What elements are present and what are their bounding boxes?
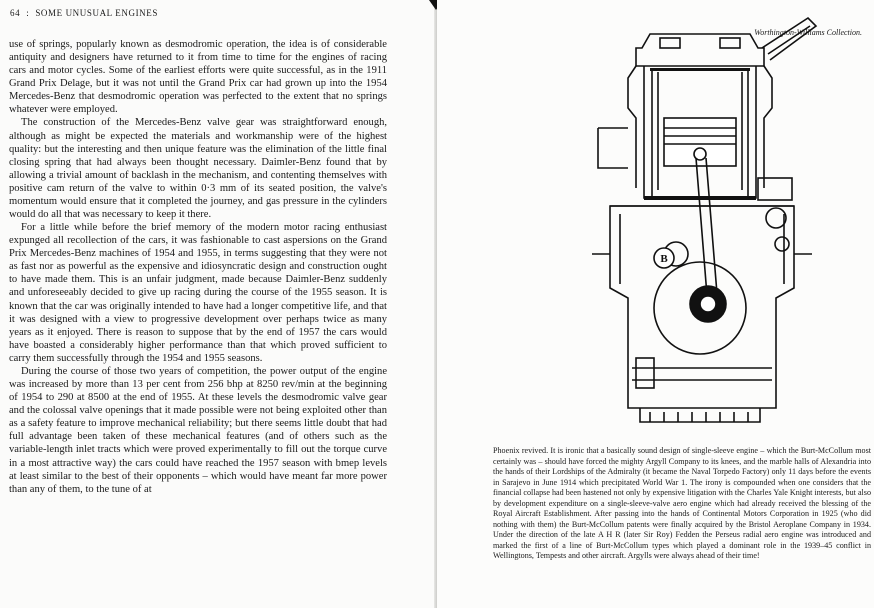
page-number: 64	[10, 8, 21, 18]
paragraph: use of springs, popularly known as desmodromic operation, the idea is of considerable antiquity and designers have returned to it from time to time for the engines of racing cars and motor cycles. Some of the earliest efforts were quite successful, as in the 1911 Grand Prix Delage, but it was not until the Grand Prix car had grown up into the 1954 Mercedes-Benz that desmodromic operation was perfected to the extent that no springs whatever were employed.	[9, 39, 387, 116]
engine-cutaway-illustration	[580, 8, 820, 433]
header-separator: :	[26, 8, 30, 18]
paragraph: For a little while before the brief memory of the modern motor racing enthusiast expunged all recollection of the cars, it was fashionable to cast aspersions on the Grand Prix Mercedes-Benz machines of 1954 and 1955, in terms suggesting that they were not as fast nor as powerful as the expensive and idiosyncratic design and construction ought to have made them. This is an unfair judgment, made because Daimler-Benz suddenly and unforeseeably decided to give up racing during the course of the 1955 season. It is known that the car was originally intended to have had a longer competitive life, and that it was designed with a view to progressive development over perhaps twice as many years as it enjoyed. There is reason to suppose that by the end of 1957 the cars would have boasted a considerably higher performance than that which proved sufficient to carry them successfully through the 1954 and 1955 seasons.	[9, 222, 387, 364]
running-header	[10, 8, 158, 18]
right-page	[437, 0, 874, 608]
paragraph: The construction of the Mercedes-Benz valve gear was straightforward enough, although as might be expected the materials and workmanship were of the highest quality: but the interesting and then unique feature was the elimination of the little final closing spring that had always been thought necessary. Daimler-Benz found that by allowing a trivial amount of backlash in the mechanism, and contenting themselves with positive cam return of the valve to within 0·3 mm of its seated position, the valve's momentum would ensure that it completed the journey, and gas pressure in the cylinders would do all that was necessary to keep it there.	[9, 117, 387, 221]
running-title: SOME UNUSUAL ENGINES	[35, 8, 158, 18]
engine-drawing	[580, 8, 820, 433]
callout-b-label: B	[660, 253, 668, 265]
body-text	[9, 38, 387, 496]
figure-caption: Phoenix revived. It is ironic that a basically sound design of single-sleeve engine – which the Burt-McCollum most certainly was – should have forced the mighty Argyll Company to its knees, and the marble halls of Alexandria into the hands of their Lordships of the Admiralty (it became the Naval Torpedo Factory) only 11 days before the events in Sarajevo in June 1914 which precipitated World War 1. The irony is compounded when one considers that the financial collapse had been hastened not only by expensive litigation with the Charles Yale Knight interests, but also by development expenditure on a single-sleeve-valve aero engine which had already received the blessing of the Royal Aircraft Establishment. After passing into the hands of Continental Motors Corporation in 1925 (who did nothing with them) the Burt-McCollum patents were finally acquired by the Bristol Aeroplane Company in 1934. Under the direction of the late A H R (later Sir Roy) Fedden the Perseus radial aero engine was introduced and marked the first of a line of Burt-McCollum types which played a dominant role in the 1939–45 conflict in Wellingtons, Tempests and other aircraft. Argylls were always ahead of their time!	[493, 446, 871, 560]
paragraph: During the course of those two years of competition, the power output of the engine was increased by more than 13 per cent from 256 bhp at 8250 rev/min at the beginning of 1954 to 290 at 8500 at the end of 1955. At these levels the desmodromic valve gear and the colossal valve openings that it made possible were not being exploited other than as a safety feature to improve mechanical reliability; but there seems little doubt that had full advantage been taken of these mechanical features (and of others such as the variable-length inlet tracts which were proved experimentally to fill out the torque curve in a most attractive way) the cars could have reached the 1957 season with bmep levels at least similar to the best of their opponents – which would have meant far more power than any of them, to the tune of at	[9, 365, 387, 495]
figure-credit: Worthington-Williams Collection.	[754, 28, 862, 37]
